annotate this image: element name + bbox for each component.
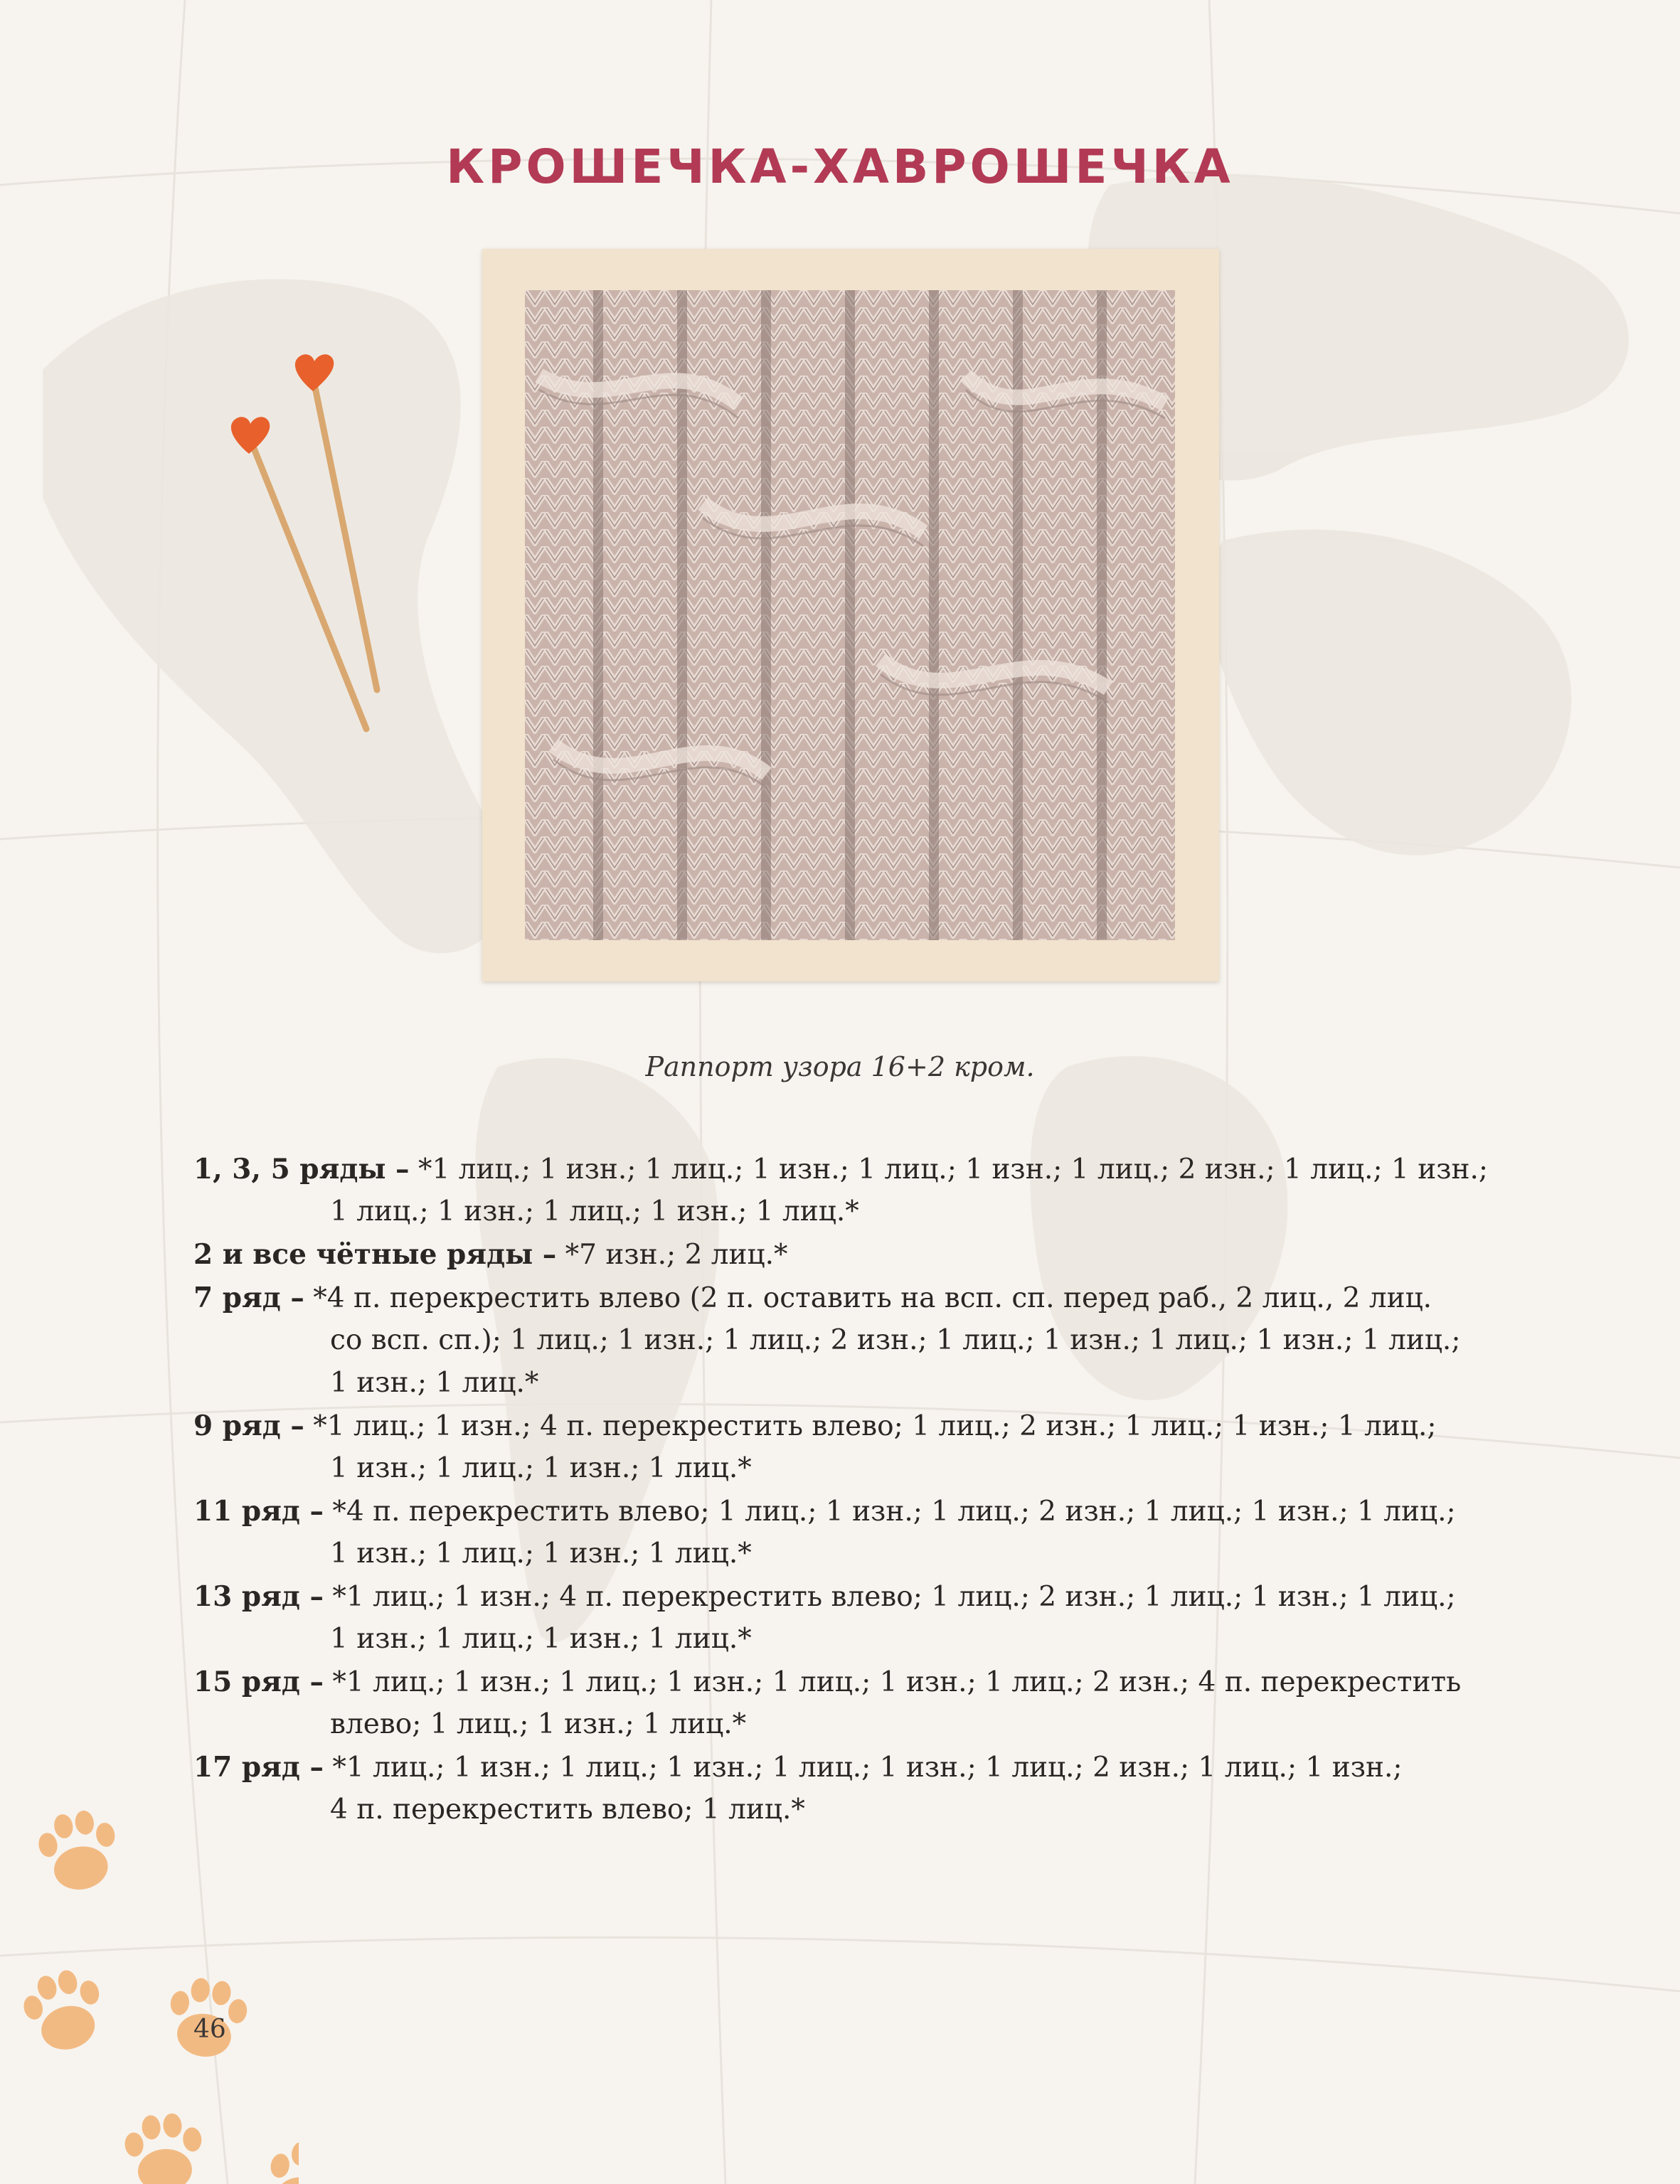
paw-print-icon: [262, 2137, 299, 2184]
row-text-line: 1 лиц.; 1 изн.; 1 лиц.; 1 изн.; 1 лиц.*: [330, 1195, 859, 1227]
row-label: 17 ряд –: [193, 1751, 324, 1784]
row-text-line: *1 лиц.; 1 изн.; 1 лиц.; 1 изн.; 1 лиц.; 1 изн.; 1 лиц.; 2 изн.; 1 лиц.; 1 изн.;: [332, 1752, 1403, 1784]
pattern-swatch-photo: [525, 290, 1175, 940]
row-text-line: 1 изн.; 1 лиц.; 1 изн.; 1 лиц.*: [330, 1623, 752, 1655]
row-label: 1, 3, 5 ряды –: [193, 1153, 410, 1186]
row-text-line: 1 изн.; 1 лиц.*: [330, 1367, 539, 1399]
row-label: 9 ряд –: [193, 1410, 304, 1442]
instruction-row-7: [193, 1277, 1531, 1405]
knitting-needles-icon: [213, 348, 398, 747]
pattern-photo-frame: [482, 249, 1219, 981]
paw-print-icon: [34, 1806, 123, 1895]
row-text-line: *1 лиц.; 1 изн.; 4 п. перекрестить влево; 1 лиц.; 2 изн.; 1 лиц.; 1 изн.; 1 лиц.;: [332, 1581, 1456, 1613]
row-text-line: *4 п. перекрестить влево; 1 лиц.; 1 изн.; 1 лиц.; 2 изн.; 1 лиц.; 1 изн.; 1 лиц.;: [332, 1496, 1456, 1528]
paw-print-icon: [17, 1964, 112, 2058]
row-text-line: *7 изн.; 2 лиц.*: [565, 1239, 788, 1271]
row-label: 15 ряд –: [193, 1666, 324, 1698]
instruction-row-17: [193, 1746, 1531, 1831]
row-text-line: 1 изн.; 1 лиц.; 1 изн.; 1 лиц.*: [330, 1538, 752, 1570]
instruction-row-15: [193, 1661, 1531, 1746]
row-label: 11 ряд –: [193, 1495, 324, 1528]
row-instructions: [193, 1148, 1531, 1831]
row-text-line: со всп. сп.); 1 лиц.; 1 изн.; 1 лиц.; 2 изн.; 1 лиц.; 1 изн.; 1 лиц.; 1 изн.; 1 лиц.;: [330, 1324, 1461, 1356]
instruction-even-rows: [193, 1233, 1531, 1277]
row-label: 7 ряд –: [193, 1282, 304, 1314]
instruction-row-13: [193, 1575, 1531, 1661]
row-label: 13 ряд –: [193, 1580, 324, 1613]
row-text-line: *4 п. перекрестить влево (2 п. оставить на всп. сп. перед раб., 2 лиц., 2 лиц.: [313, 1282, 1432, 1314]
paw-print-icon: [122, 2111, 206, 2184]
instruction-row-9: [193, 1405, 1531, 1490]
page-title: КРОШЕЧКА-ХАВРОШЕЧКА: [446, 139, 1234, 194]
instruction-rows-1-3-5: [193, 1148, 1531, 1233]
pattern-repeat-caption: Раппорт узора 16+2 кром.: [645, 1051, 1035, 1082]
row-text-line: *1 лиц.; 1 изн.; 1 лиц.; 1 изн.; 1 лиц.; 1 изн.; 1 лиц.; 2 изн.; 4 п. перекрестить: [332, 1666, 1462, 1698]
instruction-row-11: [193, 1490, 1531, 1575]
paw-prints-decoration: [0, 1799, 299, 2184]
row-text-line: *1 лиц.; 1 изн.; 1 лиц.; 1 изн.; 1 лиц.; 1 изн.; 1 лиц.; 2 изн.; 1 лиц.; 1 изн.;: [418, 1154, 1489, 1186]
row-text-line: 1 изн.; 1 лиц.; 1 изн.; 1 лиц.*: [330, 1452, 752, 1484]
row-text-line: влево; 1 лиц.; 1 изн.; 1 лиц.*: [330, 1708, 747, 1740]
row-label: 2 и все чётные ряды –: [193, 1238, 557, 1271]
row-text-line: *1 лиц.; 1 изн.; 4 п. перекрестить влево; 1 лиц.; 2 изн.; 1 лиц.; 1 изн.; 1 лиц.;: [313, 1410, 1437, 1442]
row-text-line: 4 п. перекрестить влево; 1 лиц.*: [330, 1794, 805, 1826]
page-number: 46: [193, 2015, 226, 2044]
